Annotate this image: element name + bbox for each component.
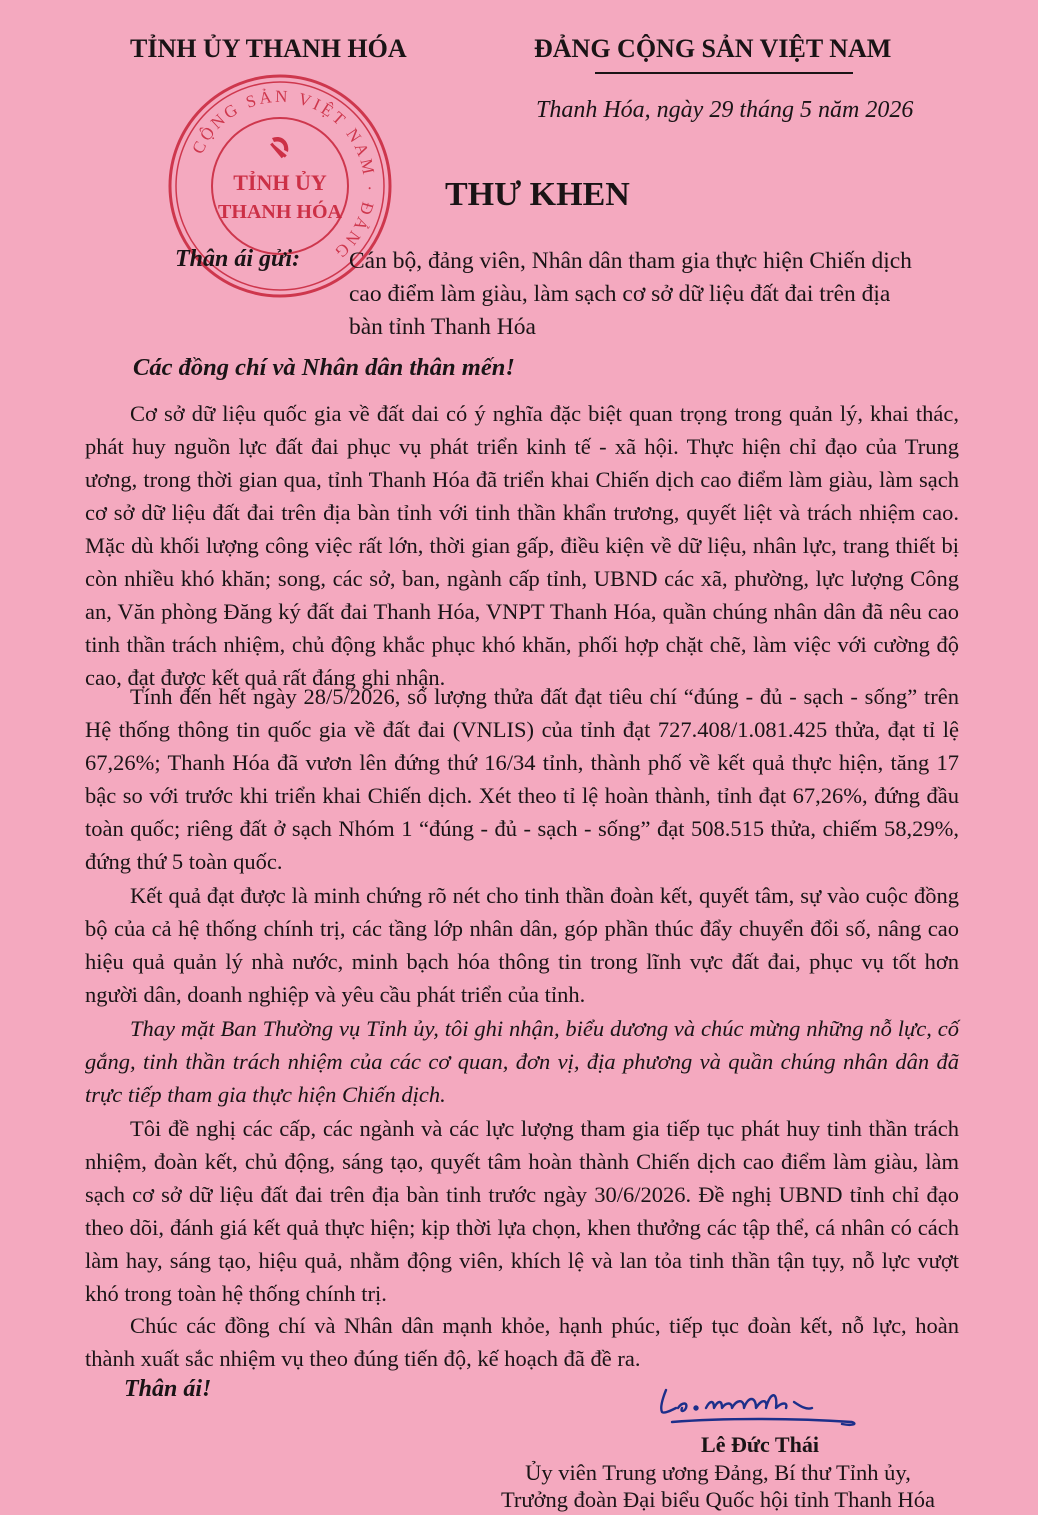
signer-title-line-2: Trưởng đoàn Đại biểu Quốc hội tỉnh Thanh Hóa [500,1487,936,1512]
body-paragraph-5: Tôi đề nghị các cấp, các ngành và các lực lượng tham gia tiếp tục phát huy tinh thần trách nhiệm, đoàn kết, chủ động, sáng tạo, quyết tâm hoàn thành Chiến dịch cao điểm làm giàu, làm sạch cơ sở dữ liệu đất đai trên địa bàn tinh trước ngày 30/6/2026. Đề nghị UBND tỉnh chỉ đạo theo dõi, đánh giá kết quả thực hiện; kịp thời lựa chọn, khen thưởng các tập thể, cá nhân có cách làm hay, sáng tạo, hiệu quả, nhằm động viên, khích lệ và lan tỏa tinh thần tận tụy, nỗ lực vượt khó trong toàn hệ thống chính trị. [85,1116,959,1306]
document-title: THƯ KHEN [445,176,630,213]
date-line: Thanh Hóa, ngày 29 tháng 5 năm 2026 [536,97,914,123]
svg-text:THANH HÓA: THANH HÓA [218,201,342,223]
body-paragraph-3: Kết quả đạt được là minh chứng rõ nét cho tinh thần đoàn kết, quyết tâm, sự vào cuộc đồng bộ của cả hệ thống chính trị, các tầng lớp nhân dân, góp phần thúc đẩy chuyển đổi số, nâng cao hiệu quả quản lý nhà nước, minh bạch hóa thông tin trong lĩnh vực đất đai, phục vụ tốt hơn người dân, doanh nghiệp và yêu cầu phát triển của tỉnh. [85,883,959,1007]
handwritten-signature [652,1378,884,1436]
greeting-recipients: Cán bộ, đảng viên, Nhân dân tham gia thực hiện Chiến dịch cao điểm làm giàu, làm sạch cơ sở dữ liệu đất đai trên địa bàn tỉnh Thanh Hóa [349,248,912,340]
svg-text:CỘNG SẢN VIỆT NAM · ĐẢNG: CỘNG SẢN VIỆT NAM · ĐẢNG [188,86,380,264]
issuer-name: TỈNH ỦY THANH HÓA [130,34,407,63]
signer-title-line-1: Ủy viên Trung ương Đảng, Bí thư Tỉnh ủy, [525,1460,911,1485]
header-underline [595,72,853,74]
svg-text:TỈNH ỦY: TỈNH ỦY [233,170,327,195]
body-paragraph-2: Tính đến hết ngày 28/5/2026, số lượng thửa đất đạt tiêu chí “đúng - đủ - sạch - sống” trên Hệ thống thông tin quốc gia về đất đai (VNLIS) của tỉnh đạt 727.408/1.081.425 thửa, đạt tỉ lệ 67,26%; Thanh Hóa đã vươn lên đứng thứ 16/34 tỉnh, thành phố về kết quả thực hiện, tăng 17 bậc so với trước khi triển khai Chiến dịch. Xét theo tỉ lệ hoàn thành, tỉnh đạt 67,26%, đứng đầu toàn quốc; riêng đất ở sạch Nhóm 1 “đúng - đủ - sạch - sống” đạt 508.515 thửa, chiếm 58,29%, đứng thứ 5 toàn quốc. [85,684,959,874]
body-paragraph-1: Cơ sở dữ liệu quốc gia về đất dai có ý nghĩa đặc biệt quan trọng trong quản lý, khai thác, phát huy nguồn lực đất đai phục vụ phát triển kinh tế - xã hội. Thực hiện chỉ đạo của Trung ương, trong thời gian qua, tỉnh Thanh Hóa đã triển khai Chiến dịch cao điểm làm giàu, làm sạch cơ sở dữ liệu đất đai trên địa bàn tỉnh với tinh thần khẩn trương, quyết liệt và trách nhiệm cao. Mặc dù khối lượng công việc rất lớn, thời gian gấp, điều kiện về dữ liệu, nhân lực, trang thiết bị còn nhiều khó khăn; song, các sở, ban, ngành cấp tỉnh, UBND các xã, phường, lực lượng Công an, Văn phòng Đăng ký đất đai Thanh Hóa, VNPT Thanh Hóa, quần chúng nhân dân đã nêu cao tinh thần trách nhiệm, chủ động khắc phục khó khăn, phối hợp chặt chẽ, làm việc với cường độ cao, đạt được kết quả rất đáng ghi nhận. [85,401,959,690]
party-name: ĐẢNG CỘNG SẢN VIỆT NAM [534,34,892,63]
body-paragraph-6: Chúc các đồng chí và Nhân dân mạnh khỏe, hạnh phúc, tiếp tục đoàn kết, nỗ lực, hoàn thành xuất sắc nhiệm vụ theo đúng tiến độ, kế hoạch đã đề ra. [85,1313,959,1371]
greeting-label: Thân ái gửi: [175,246,301,272]
signer-name: Lê Đức Thái [701,1432,819,1457]
body-paragraph-4: Thay mặt Ban Thường vụ Tỉnh ủy, tôi ghi nhận, biểu dương và chúc mừng những nỗ lực, cố gắng, tinh thần trách nhiệm của các cơ quan, đơn vị, địa phương và quần chúng nhân dân đã trực tiếp tham gia thực hiện Chiến dịch. [85,1016,959,1107]
closing-phrase: Thân ái! [124,1376,212,1402]
salutation: Các đồng chí và Nhân dân thân mến! [133,354,515,381]
